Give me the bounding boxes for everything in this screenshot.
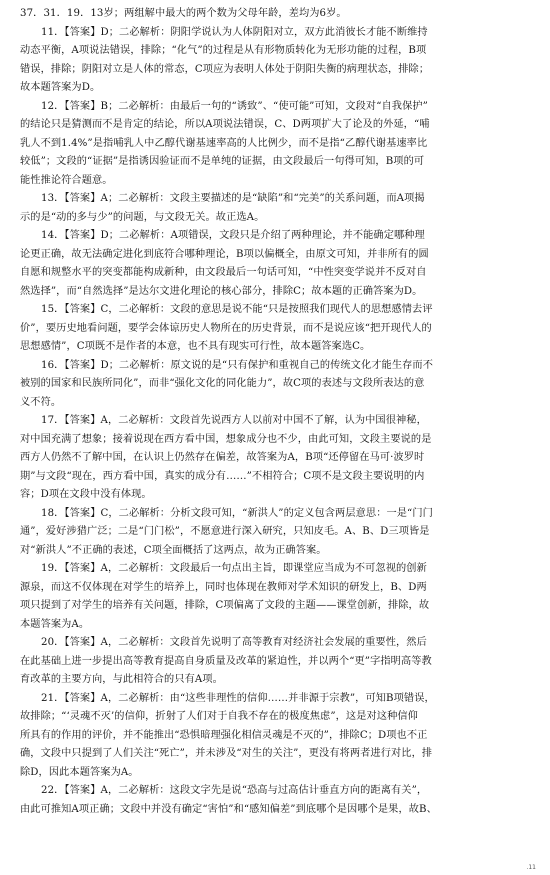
text-line: 19．【答案】A，二必解析：文段最后一句点出主旨，即课堂应当成为不可忽视的创新 bbox=[41, 563, 427, 574]
text-line: 37．31．19．13岁；两组解中最大的两个数为父母年龄，差均为6岁。 bbox=[20, 8, 347, 19]
text-line: 20．【答案】A，二必解析：文段首先说明了高等教育对经济社会发展的重要性，然后 bbox=[41, 637, 427, 648]
text-line: 13．【答案】A；二必解析：文段主要描述的是“缺陷”和“完美”的关系问题，而A项揭 bbox=[41, 193, 425, 204]
text-line: 除D，因此本题答案为A。 bbox=[20, 766, 139, 778]
text-line: 22．【答案】A，二必解析：这段文字先是说“恐高与过高估计垂直方向的距离有关”， bbox=[41, 785, 428, 796]
text-line: 项只提到了对学生的培养有关问题，排除，C项偏离了文段的主题——课堂创新，排除，故 bbox=[20, 600, 430, 611]
text-line: 的结论只是猜测而不是肯定的结论，所以A项说法错误，C、D两项扩大了论及的外延，“哺 bbox=[20, 119, 430, 130]
text-line: 17．【答案】A，二必解析：文段首先说西方人以前对中国不了解，认为中国很神秘， bbox=[41, 415, 427, 426]
text-line: 示的是“动的多与少”的问题，与文段无关。故正选A。 bbox=[20, 211, 265, 223]
text-line: 育改革的主要方向，与此相符合的只有A项。 bbox=[20, 674, 223, 685]
text-line: 期”与文段“现在，西方看中国，真实的成分有……”不相符合；C项不是文段主要说明的内 bbox=[20, 470, 425, 482]
text-line: 通”，爱好涉猎广泛；二是“门门松”，不愿意进行深入研究，只知皮毛。A、B、D三项皆是 bbox=[20, 526, 430, 537]
text-line: 对“新洪人”不正确的表述，C项全面概括了这两点，故为正确答案。 bbox=[20, 544, 327, 556]
text-line: 故本题答案为D。 bbox=[20, 82, 101, 93]
text-line: 在此基础上进一步提出高等教育提高自身质量及改革的紧迫性，并以两个“更”字指明高等教 bbox=[20, 655, 432, 667]
text-line: 14．【答案】D；二必解析：A项错误，文段只是介绍了两种理论，并不能确定哪种理 bbox=[41, 230, 425, 241]
text-line: 论更正确，故无法确定进化到底符合哪种理论，B项以偏概全，由原文可知，并非所有的圆 bbox=[20, 248, 429, 260]
text-line: 义不符。 bbox=[20, 396, 62, 408]
text-line: 11．【答案】D；二必解析：阴阳学说认为人体阴阳对立，双方此消彼长才能不断维持 bbox=[41, 26, 428, 38]
answer-text-body bbox=[20, 5, 530, 819]
text-line: 对中国充满了想象；接着说现在西方看中国，想象成分也不少，由此可知，文段主要说的是 bbox=[20, 433, 432, 445]
text-line: 乳人不到1.4%”是指哺乳人中乙醇代谢基速率高的人比例少，而不是指“乙醇代谢基速率比 bbox=[20, 137, 428, 149]
text-line: 然选择”，而“自然选择”是达尔文进化理论的核心部分，排除C；故本题的正确答案为D。 bbox=[20, 285, 423, 297]
text-line: 容；D项在文段中没有体现。 bbox=[20, 489, 152, 500]
text-line: 价”，要历史地看问题，要学会体谅历史人物所在的历史背景，而不是说应该“把开现代人的 bbox=[20, 322, 432, 334]
text-line: 较低”；文段的“证据”是指诱因验证而不是单纯的证据，由文段最后一句得可知，B项的可 bbox=[20, 156, 425, 167]
text-line: 所具有的作用的评价，并不能推出“恐惧暗理强化相信灵魂是不灭的”，排除C；D项也不正 bbox=[20, 729, 428, 741]
text-line: 15．【答案】C，二必解析：文段的意思是说不能“只是按照我们现代人的思想感情去评 bbox=[41, 304, 433, 315]
text-line: 本题答案为A。 bbox=[20, 618, 90, 630]
text-line: 能性推论符合题意。 bbox=[20, 174, 113, 186]
text-line: 西方人仍然不了解中国，在认识上仍然存在偏差，故答案为A，B项“还停留在马可·波罗时 bbox=[20, 452, 425, 463]
text-line: 自愿和规整水平的突变都能构成新种，由文段最后一句话可知，“中性突变学说并不反对自 bbox=[20, 267, 427, 278]
text-line: 思想感情”，C项既不是作者的本意，也不具有现实可行性，故本题答案选C。 bbox=[20, 341, 371, 352]
text-line: 被别的国家和民族所同化”，而非“强化文化的同化能力”，故C项的表述与文段所表达的意 bbox=[20, 378, 425, 389]
text-line: 16．【答案】D；二必解析：原文说的是“只有保护和重视自己的传统文化才能生存而不 bbox=[41, 359, 433, 371]
text-line: 故排除；“‘灵魂不灭’的信仰，折射了人们对于自我不存在的极度焦虑”，这是对这种信仰 bbox=[20, 711, 418, 722]
text-line: 错误，排除；阴阳对立是人体的常态，C项应为表明人体处于阴阳失衡的病理状态，排除； bbox=[20, 63, 430, 75]
text-line: 由此可推知A项正确；文段中并没有确定“害怕”和“感知偏差”到底哪个是因哪个是果，故B、 bbox=[20, 803, 437, 815]
text-line: 12．【答案】B；二必解析：由最后一句的“诱致”、“使可能”可知，文段对“自我保护” bbox=[41, 100, 428, 112]
text-line: 确，文段中只提到了人们关注“死亡”，并未涉及“对生的关注”，更没有将两者进行对比，排 bbox=[20, 748, 433, 759]
text-line: 动态平衡，A项说法错误，排除；“化气”的过程是从有形物质转化为无形功能的过程，B项 bbox=[20, 45, 427, 56]
text-line: 21．【答案】A，二必解析：由“这些非理性的信仰……并非源于宗教”，可知B项错误， bbox=[41, 692, 435, 704]
page-number: .11 bbox=[526, 864, 536, 871]
text-line: 源泉，而这不仅体现在对学生的培养上，同时也体现在教师对学术知识的研发上，B、D两 bbox=[20, 581, 427, 593]
text-line: 18．【答案】C，二必解析：分析文段可知，“新洪人”的定义包含两层意思：一是“门门 bbox=[41, 507, 433, 519]
